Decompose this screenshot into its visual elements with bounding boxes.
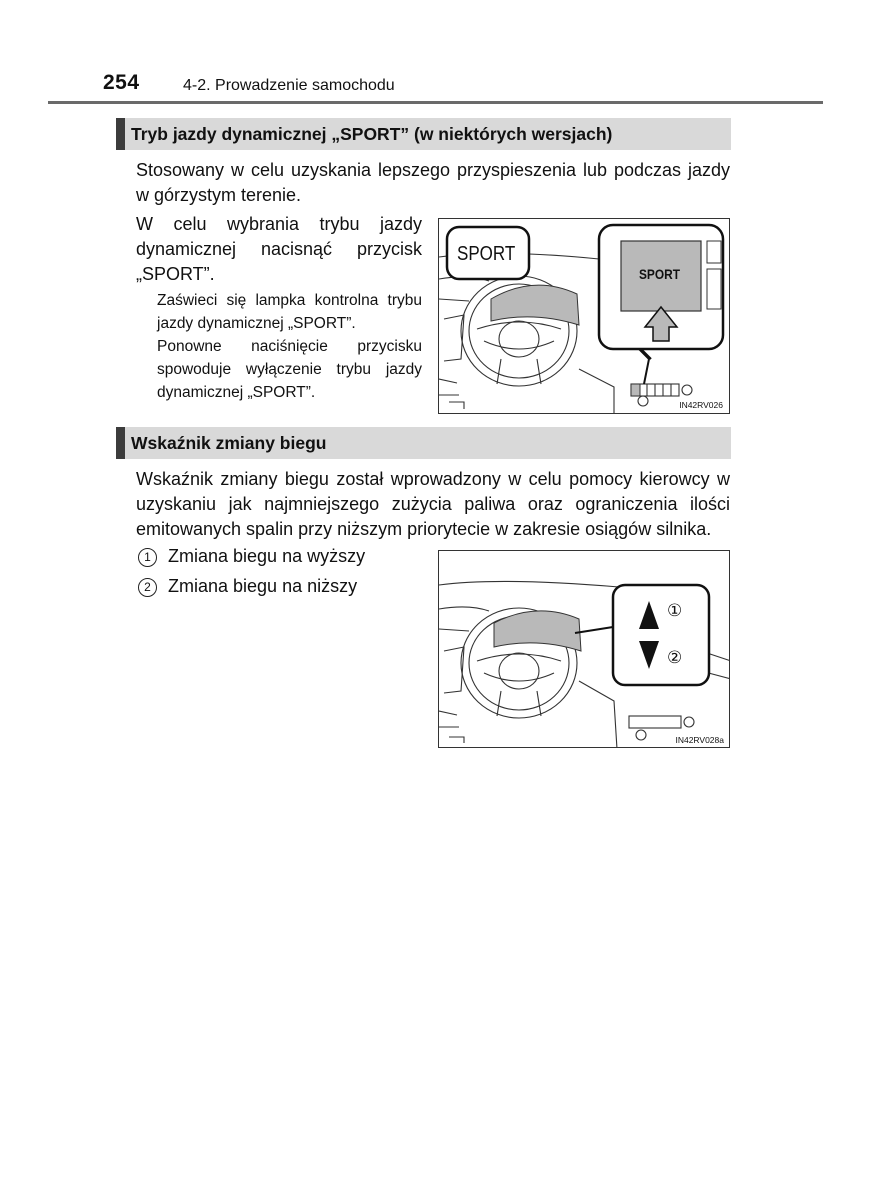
- item-label: Zmiana biegu na wyższy: [168, 546, 366, 566]
- figure-code: IN42RV026: [679, 400, 723, 410]
- item-number-badge: 1: [138, 548, 157, 567]
- header-divider: [48, 101, 823, 104]
- sport-note-indicator: Zaświeci się lampka kontrolna trybu jazdy dynamicznej „SPORT”.: [157, 292, 422, 332]
- sport-button-illustration: [438, 218, 730, 414]
- sport-button-label: SPORT: [639, 266, 680, 282]
- downshift-number: ②: [667, 648, 683, 667]
- sport-instruction-text: W celu wybrania trybu jazdy dynamicznej nacisnąć przycisk „SPORT”.: [136, 214, 422, 284]
- chapter-title: 4-2. Prowadzenie samochodu: [183, 77, 395, 94]
- section-title: Wskaźnik zmiany biegu: [131, 433, 327, 453]
- upshift-number: ①: [667, 601, 683, 620]
- item-number-badge: 2: [138, 578, 157, 597]
- sport-intro-text: Stosowany w celu uzyskania lepszego przyspieszenia lub podczas jazdy w górzystym terenie.: [136, 160, 730, 205]
- shift-indicator-intro: Wskaźnik zmiany biegu został wprowadzony w celu pomocy kierowcy w uzyskaniu jak najmniejszego zużycia paliwa oraz ograniczenia ilości emitowanych spalin przy niższym priorytecie w zakresie osiągów silnika.: [136, 469, 730, 539]
- sport-note-off: Ponowne naciśnięcie przycisku spowoduje wyłączenie trybu jazdy dynamicznej „SPORT”.: [157, 338, 422, 401]
- figure-code: IN42RV028a: [675, 735, 724, 745]
- shift-indicator-illustration: [438, 550, 730, 748]
- sport-callout-label: SPORT: [457, 243, 516, 265]
- section-heading-sport: [116, 118, 731, 150]
- page-number: 254: [103, 71, 140, 94]
- section-title: Tryb jazdy dynamicznej „SPORT” (w niektórych wersjach): [131, 124, 613, 144]
- section-heading-shift-indicator: [116, 427, 731, 459]
- dashboard-drawing: [439, 551, 730, 748]
- item-label: Zmiana biegu na niższy: [168, 576, 358, 596]
